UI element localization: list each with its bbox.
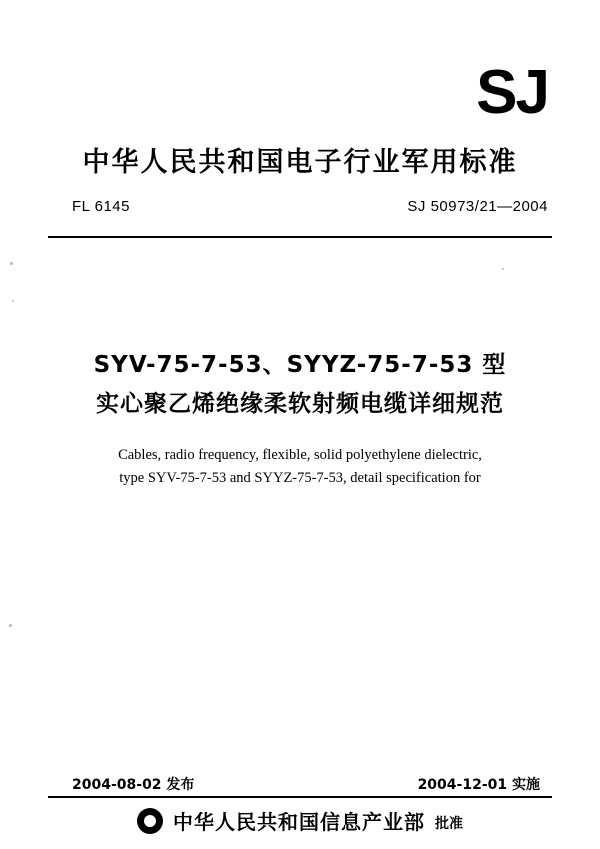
- scan-speck: [502, 268, 504, 270]
- scan-speck: [10, 262, 13, 265]
- document-subtitle-line2: type SYV-75-7-53 and SYYZ-75-7-53, detail specification for: [119, 470, 481, 487]
- standard-number: SJ 50973/21—2004: [407, 198, 548, 215]
- document-title-line1: SYV-75-7-53、SYYZ-75-7-53 型: [93, 352, 507, 378]
- sj-logo: SJ: [476, 58, 548, 127]
- approval-label: 批准: [435, 816, 463, 832]
- standard-series-title: 中华人民共和国电子行业军用标准: [82, 147, 518, 178]
- issuer-name: 中华人民共和国信息产业部: [173, 810, 425, 834]
- document-subtitle-line1: Cables, radio frequency, flexible, solid polyethylene dielectric,: [118, 447, 482, 463]
- divider-top: [48, 236, 552, 238]
- issuer-row: [0, 806, 600, 835]
- scan-speck: [12, 300, 14, 302]
- effective-date: 2004-12-01 实施: [417, 777, 540, 793]
- document-title: [0, 348, 600, 421]
- national-emblem-icon: [137, 808, 163, 834]
- scan-speck: [9, 624, 12, 627]
- divider-bottom: [48, 796, 552, 798]
- issue-date: 2004-08-02 发布: [72, 777, 195, 793]
- document-title-line2: 实心聚乙烯绝缘柔软射频电缆详细规范: [96, 390, 504, 417]
- dates-row: [72, 774, 540, 794]
- classification-code: FL 6145: [72, 198, 130, 215]
- document-subtitle: [0, 444, 600, 490]
- code-row: [72, 198, 548, 215]
